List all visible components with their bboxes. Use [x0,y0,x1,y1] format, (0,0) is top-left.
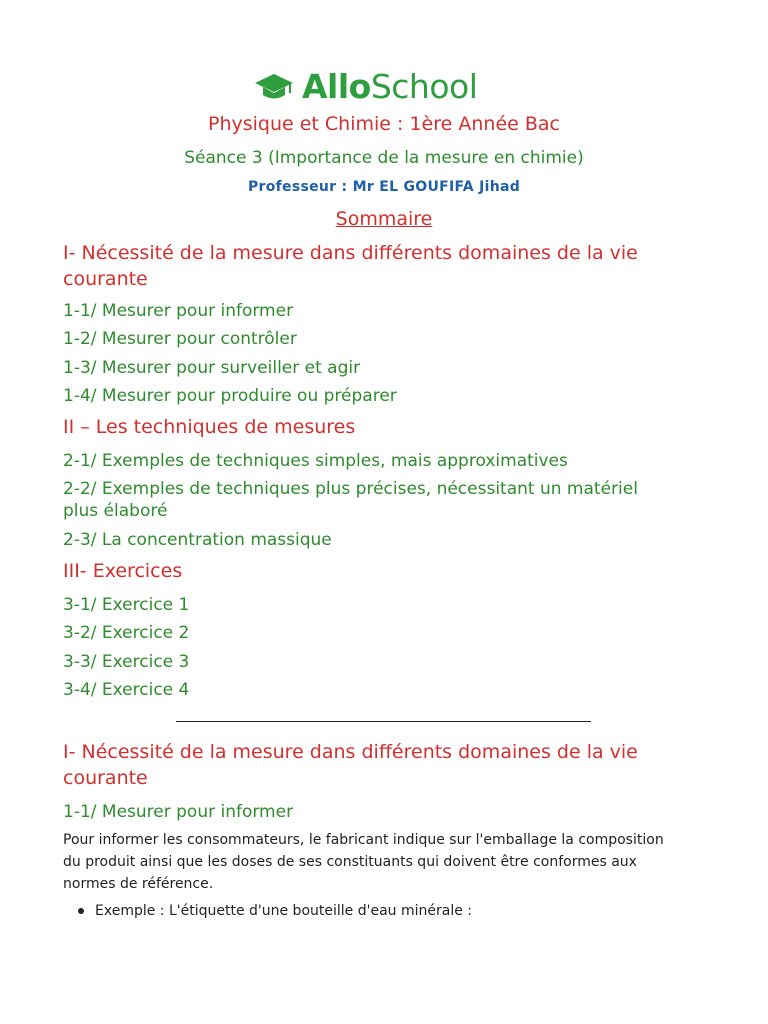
toc-item[interactable]: 2-1/ Exemples de techniques simples, mais approximatives [63,451,568,471]
section-1-title: I- Nécessité de la mesure dans différents domaines de la vie courante [63,741,638,789]
logo-text-light: School [370,67,478,106]
toc-item[interactable]: 3-2/ Exercice 2 [63,623,190,643]
toc-section-1-title[interactable]: I- Nécessité de la mesure dans différents domaines de la vie courante [63,242,638,290]
toc-item[interactable]: 2-2/ Exemples de techniques plus précises, nécessitant un matériel plus élaboré [63,479,638,521]
sommaire-heading[interactable]: Sommaire [335,208,433,230]
toc-item[interactable]: 1-2/ Mesurer pour contrôler [63,329,297,349]
bullet-dot-icon [78,908,84,914]
toc-item[interactable]: 3-1/ Exercice 1 [63,595,190,615]
professor-name: Professeur : Mr EL GOUFIFA Jihad [247,179,521,195]
divider [176,721,591,722]
toc-section-3-title[interactable]: III- Exercices [63,560,183,582]
paragraph: Pour informer les consommateurs, le fabricant indique sur l'emballage la composition du produit ainsi que les doses de ses constituants qui doivent être conformes aux normes de référence. [63,832,664,892]
alloschool-logo[interactable] [254,64,477,110]
toc-item[interactable]: 3-4/ Exercice 4 [63,680,190,700]
graduation-cap-icon [254,72,294,102]
subsection-1-1-title: 1-1/ Mesurer pour informer [63,802,294,822]
toc-item[interactable]: 1-1/ Mesurer pour informer [63,301,294,321]
logo-text-bold: Allo [302,67,371,106]
toc-item[interactable]: 1-3/ Mesurer pour surveiller et agir [63,358,361,378]
toc-item[interactable]: 2-3/ La concentration massique [63,530,332,550]
toc-item[interactable]: 3-3/ Exercice 3 [63,652,190,672]
course-title: Physique et Chimie : 1ère Année Bac [207,113,560,135]
logo-text [302,64,477,110]
toc-item[interactable]: 1-4/ Mesurer pour produire ou préparer [63,386,397,406]
session-title: Séance 3 (Importance de la mesure en chimie) [184,148,584,168]
bullet-item [78,900,472,922]
toc-section-2-title[interactable]: II – Les techniques de mesures [63,416,356,438]
bullet-text: Exemple : L'étiquette d'une bouteille d'eau minérale : [95,903,472,919]
